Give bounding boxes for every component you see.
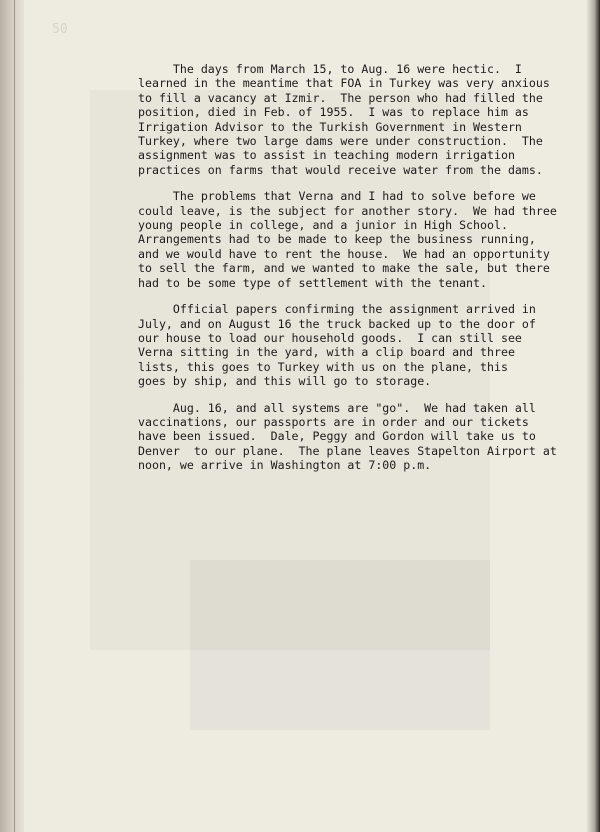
paragraph-4: Aug. 16, and all systems are "go". We had taken all vaccinations, our passports are in order and our tickets have been issued. Dale, Peggy and Gordon will take us to Denver to our plane. The plane leaves Stapelton Airport at noon, we arrive in Washington at 7:00 p.m. (138, 400, 557, 473)
document-body (138, 62, 590, 485)
paragraph-2: The problems that Verna and I had to solve before we could leave, is the subject for another story. We had three young people in college, and a junior in High School. Arrangements had to be made to keep the business running, and we would have to rent the house. We had an opportunity to sell the farm, and we wanted to make the sale, but there had to be some type of settlement with the tenant. (138, 189, 557, 290)
paragraph-1: The days from March 15, to Aug. 16 were hectic. I learned in the meantime that FOA in Turkey was very anxious to fill a vacancy at Izmir. The person who had filled the position, died in Feb. of 1955. I was to replace him as Irrigation Advisor to the Turkish Government in Western Turkey, where two large dams were under construction. The assignment was to assist in teaching modern irrigation practices on farms that would receive water from the dams. (138, 62, 550, 177)
paragraph-3: Official papers confirming the assignment arrived in July, and on August 16 the truck backed up to the door of our house to load our household goods. I can still see Verna sitting in the yard, with a clip board and three lists, this goes to Turkey with us on the plane, this goes by ship, and this will go to storage. (138, 302, 536, 389)
page-edge-shadow (586, 0, 600, 832)
bleed-through-page-number: 50 (52, 22, 68, 37)
page-gutter (0, 0, 24, 832)
bleed-through-photo (190, 560, 490, 730)
binding-line (14, 0, 15, 832)
